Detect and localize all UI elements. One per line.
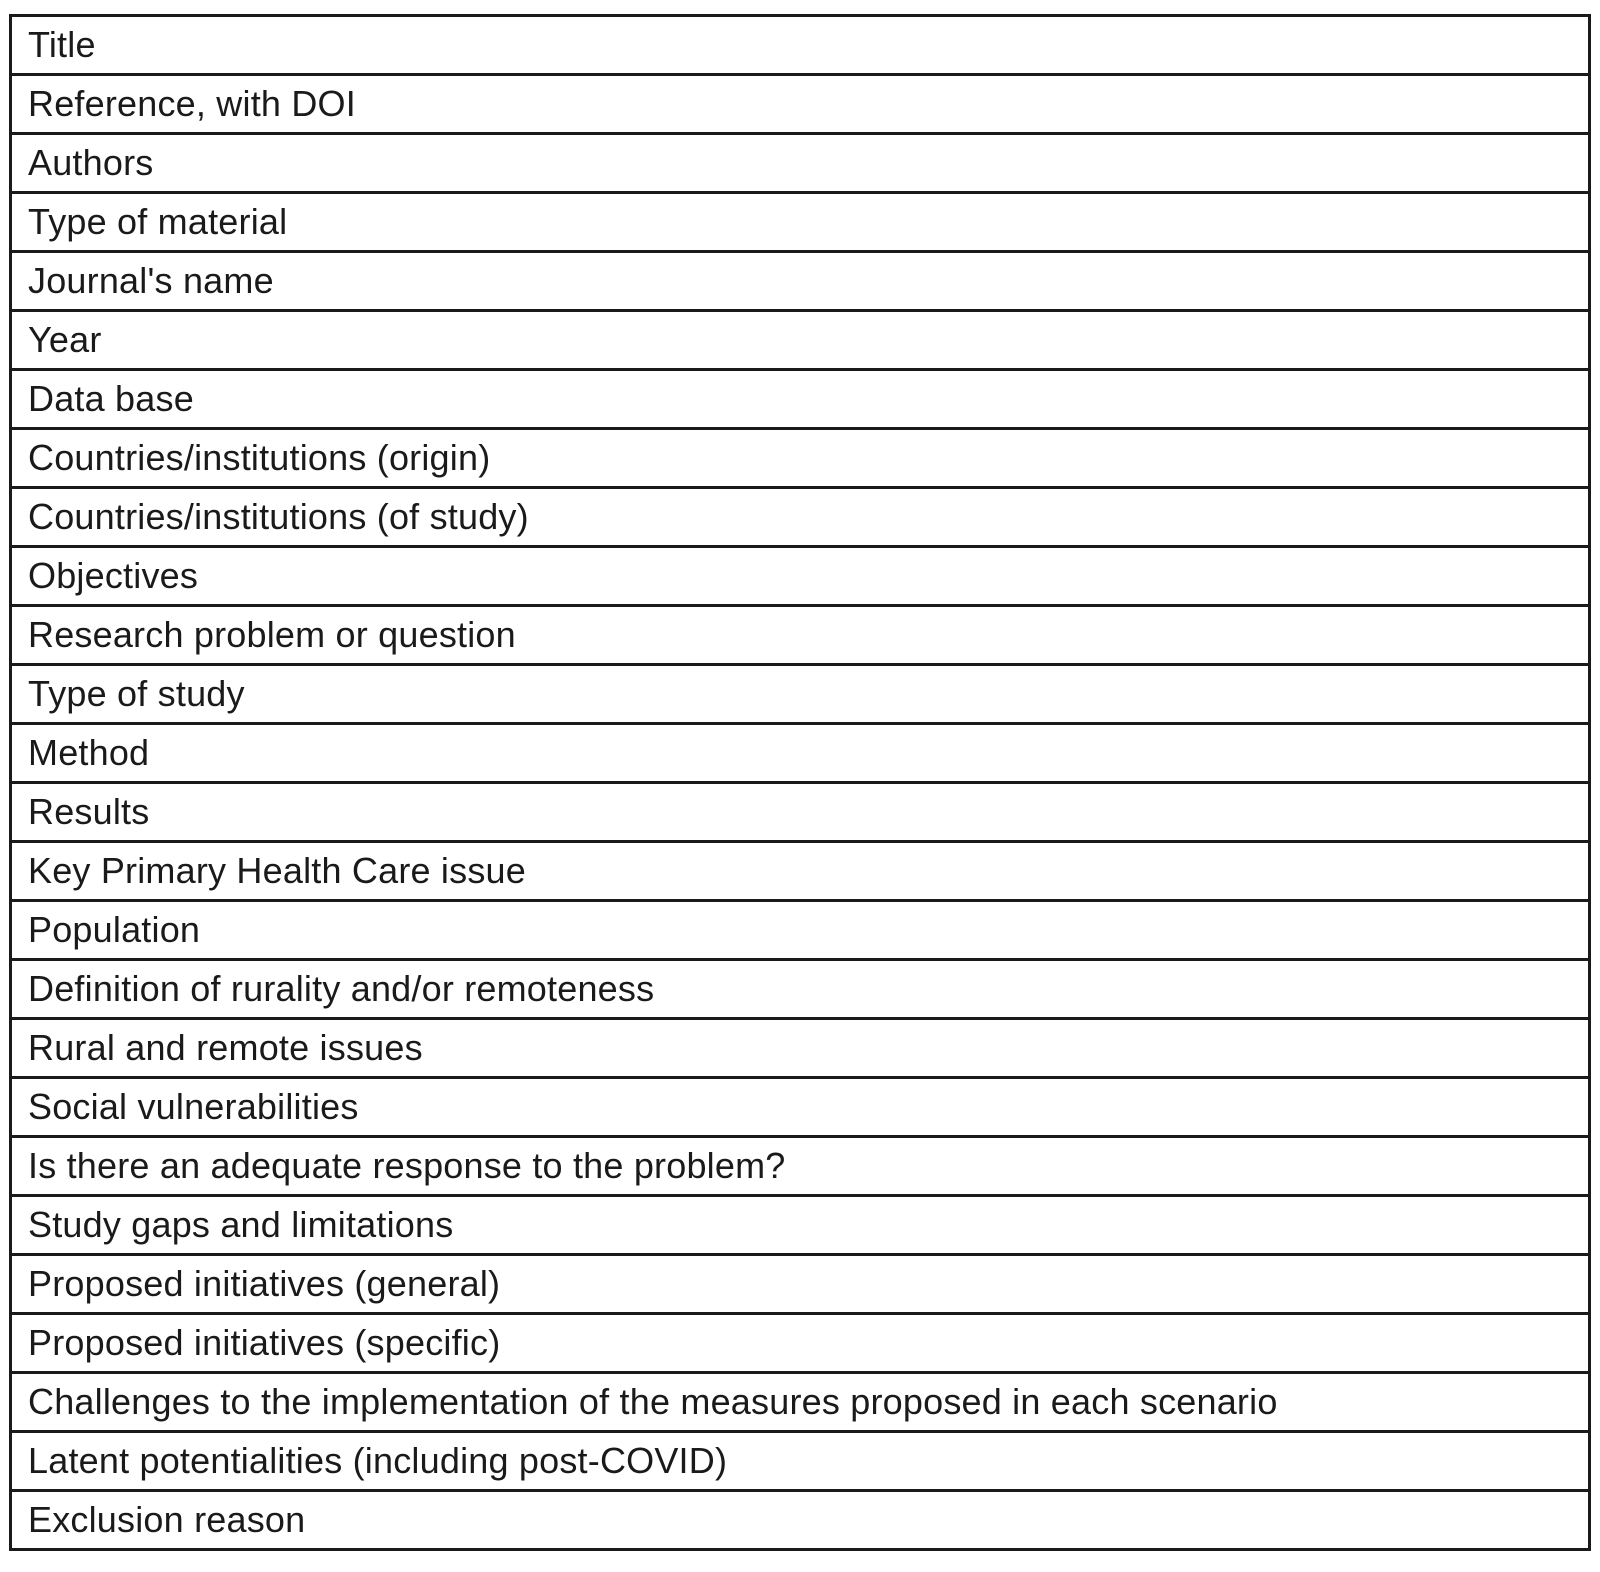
table-row xyxy=(11,1491,1590,1550)
table-row xyxy=(11,193,1590,252)
table-row xyxy=(11,960,1590,1019)
table-row xyxy=(11,311,1590,370)
row-label: Reference, with DOI xyxy=(11,75,1590,134)
row-label: Data base xyxy=(11,370,1590,429)
row-label: Authors xyxy=(11,134,1590,193)
row-label: Proposed initiatives (general) xyxy=(11,1255,1590,1314)
data-extraction-fields-table xyxy=(9,14,1591,1551)
row-label: Countries/institutions (of study) xyxy=(11,488,1590,547)
row-label: Countries/institutions (origin) xyxy=(11,429,1590,488)
table-row xyxy=(11,724,1590,783)
row-label: Challenges to the implementation of the measures proposed in each scenario xyxy=(11,1373,1590,1432)
table-row xyxy=(11,665,1590,724)
row-label: Key Primary Health Care issue xyxy=(11,842,1590,901)
table-row xyxy=(11,16,1590,75)
table-row xyxy=(11,1019,1590,1078)
table-row xyxy=(11,783,1590,842)
table-row xyxy=(11,842,1590,901)
table-body xyxy=(11,16,1590,1550)
table-row xyxy=(11,1314,1590,1373)
row-label: Rural and remote issues xyxy=(11,1019,1590,1078)
row-label: Latent potentialities (including post-COVID) xyxy=(11,1432,1590,1491)
row-label: Type of study xyxy=(11,665,1590,724)
table-row xyxy=(11,1373,1590,1432)
row-label: Exclusion reason xyxy=(11,1491,1590,1550)
row-label: Results xyxy=(11,783,1590,842)
row-label: Method xyxy=(11,724,1590,783)
row-label: Objectives xyxy=(11,547,1590,606)
row-label: Study gaps and limitations xyxy=(11,1196,1590,1255)
table-row xyxy=(11,429,1590,488)
table-row xyxy=(11,606,1590,665)
table-row xyxy=(11,1137,1590,1196)
row-label: Population xyxy=(11,901,1590,960)
table-row xyxy=(11,488,1590,547)
table-row xyxy=(11,1255,1590,1314)
row-label: Is there an adequate response to the problem? xyxy=(11,1137,1590,1196)
table-row xyxy=(11,134,1590,193)
row-label: Journal's name xyxy=(11,252,1590,311)
table-row xyxy=(11,1432,1590,1491)
table-row xyxy=(11,75,1590,134)
table-row xyxy=(11,1196,1590,1255)
row-label: Type of material xyxy=(11,193,1590,252)
row-label: Proposed initiatives (specific) xyxy=(11,1314,1590,1373)
table-row xyxy=(11,370,1590,429)
table-row xyxy=(11,901,1590,960)
row-label: Research problem or question xyxy=(11,606,1590,665)
table-row xyxy=(11,547,1590,606)
row-label: Definition of rurality and/or remoteness xyxy=(11,960,1590,1019)
table-row xyxy=(11,1078,1590,1137)
table-row xyxy=(11,252,1590,311)
row-label: Title xyxy=(11,16,1590,75)
row-label: Year xyxy=(11,311,1590,370)
row-label: Social vulnerabilities xyxy=(11,1078,1590,1137)
